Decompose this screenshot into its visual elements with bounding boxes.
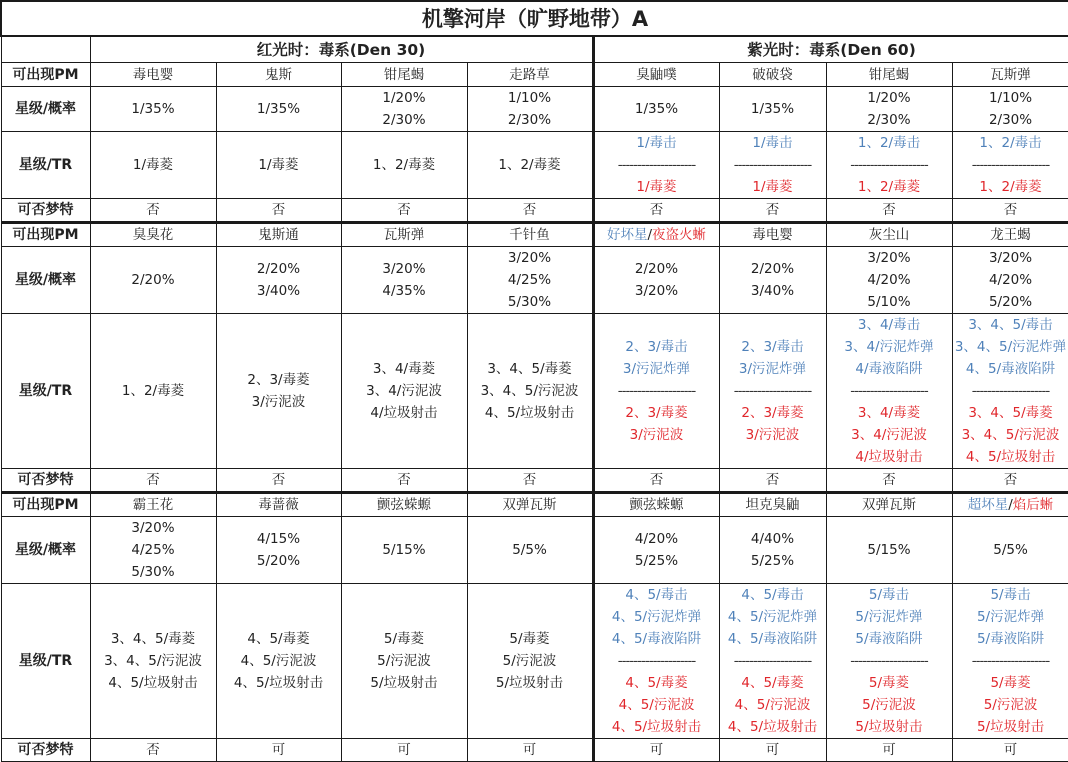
cell-line: 1/20% (382, 90, 426, 106)
cell-pm: 坦克臭鼬 (719, 493, 826, 517)
cell-dream: 否 (467, 469, 593, 493)
cell-pm: 灰尘山 (826, 223, 952, 247)
cell-line: 4/25% (507, 272, 552, 288)
cell-line: 3/20% (634, 283, 679, 299)
cell-line: 4、5/污泥炸弹 (611, 609, 702, 625)
purple-light-header: 紫光时：毒系(Den 60) (593, 36, 1068, 63)
cell-tr (826, 132, 952, 199)
cell-pm: 毒电婴 (719, 223, 826, 247)
row-label-dream: 可否梦特 (1, 739, 90, 762)
row-label-pm: 可出现PM (1, 493, 90, 517)
cell-line: 4/15% (256, 531, 301, 547)
cell-rate (90, 247, 216, 314)
cell-line: 3/污泥波 (745, 427, 800, 443)
cell-line: 5/15% (382, 542, 426, 558)
cell-line: 4、5/污泥波 (618, 697, 695, 713)
cell-line: 1/35% (256, 101, 301, 117)
cell-pm: 臭臭花 (90, 223, 216, 247)
cell-line: 4/20% (988, 272, 1033, 288)
cell-pm: 瓦斯弹 (952, 63, 1068, 87)
pm-separator: / (1008, 497, 1013, 513)
cell-pm: 毒蔷薇 (216, 493, 341, 517)
cell-tr (952, 314, 1068, 469)
cell-dream: 否 (341, 199, 467, 223)
cell-rate (593, 247, 719, 314)
cell-line: 5/5% (512, 542, 547, 558)
cell-tr (90, 132, 216, 199)
cell-line: 5/污泥波 (862, 697, 916, 713)
cell-line: 2、3/毒菱 (625, 405, 688, 421)
cell-tr (952, 584, 1068, 739)
cell-tr (467, 132, 593, 199)
cell-line: 3、4、5/毒菱 (968, 405, 1053, 421)
pm-separator: / (647, 227, 653, 243)
cell-line: 4/20% (867, 272, 911, 288)
cell-dream: 可 (593, 739, 719, 762)
cell-line: 4、5/垃圾射击 (484, 405, 575, 421)
cell-rate (90, 517, 216, 584)
pm-name-red: 夜盗火蜥 (652, 227, 707, 243)
cell-line: 4/垃圾射击 (855, 449, 923, 465)
row-label-rate: 星级/概率 (1, 517, 90, 584)
cell-pm: 颤弦蝾螈 (341, 493, 467, 517)
cell-line: 1/毒击 (636, 135, 677, 151)
cell-rate (952, 517, 1068, 584)
cell-line: 3/20% (867, 250, 911, 266)
cell-line: 2、3/毒击 (625, 339, 688, 355)
table-row (1, 469, 1068, 493)
cell-dream: 否 (719, 199, 826, 223)
cell-line: 4/20% (634, 531, 679, 547)
cell-line: 4、5/污泥波 (240, 653, 317, 669)
cell-rate (952, 87, 1068, 132)
cell-line: 5/毒击 (868, 587, 910, 603)
cell-dream: 否 (90, 739, 216, 762)
cell-line: 1、2/毒菱 (857, 179, 921, 195)
cell-tr (593, 132, 719, 199)
cell-dream: 否 (341, 469, 467, 493)
cell-tr (719, 314, 826, 469)
cell-pm (952, 493, 1068, 517)
cell-rate (341, 517, 467, 584)
cell-line: 4、5/垃圾射击 (965, 449, 1056, 465)
cell-dream: 可 (216, 739, 341, 762)
cell-tr (90, 314, 216, 469)
dash-separator: -------------------- (971, 157, 1050, 173)
cell-line: 5/垃圾射击 (976, 719, 1045, 735)
cell-line: 5/污泥波 (502, 653, 557, 669)
row-label-tr: 星级/TR (1, 314, 90, 469)
cell-rate (826, 517, 952, 584)
cell-tr (90, 584, 216, 739)
cell-rate (719, 517, 826, 584)
cell-line: 5/5% (993, 542, 1028, 558)
cell-line: 5/毒菱 (509, 631, 550, 647)
dash-separator: -------------------- (850, 383, 928, 399)
cell-line: 5/毒液陷阱 (976, 631, 1045, 647)
cell-dream: 否 (467, 199, 593, 223)
cell-line: 4、5/垃圾射击 (611, 719, 702, 735)
cell-line: 3、4/污泥波 (851, 427, 927, 443)
cell-tr (341, 132, 467, 199)
cell-line: 3、4、5/污泥波 (480, 383, 579, 399)
cell-line: 1/10% (507, 90, 552, 106)
cell-line: 1、2/毒击 (857, 135, 921, 151)
cell-line: 5/25% (750, 553, 795, 569)
cell-tr (467, 584, 593, 739)
cell-line: 4、5/垃圾射击 (108, 675, 198, 691)
cell-line: 2/30% (867, 112, 911, 128)
cell-line: 2/30% (988, 112, 1033, 128)
cell-line: 4、5/毒菱 (625, 675, 688, 691)
cell-line: 4、5/毒击 (625, 587, 688, 603)
cell-tr (719, 584, 826, 739)
cell-line: 3、4、5/污泥波 (104, 653, 202, 669)
cell-line: 3、4、5/毒击 (968, 317, 1053, 333)
cell-line: 3/污泥波 (629, 427, 684, 443)
row-label-dream: 可否梦特 (1, 469, 90, 493)
cell-pm: 毒电婴 (90, 63, 216, 87)
cell-line: 3/20% (382, 261, 426, 277)
cell-line: 5/污泥炸弹 (976, 609, 1045, 625)
table-row (1, 199, 1068, 223)
cell-line: 2/20% (750, 261, 795, 277)
cell-line: 4、5/毒液陷阱 (727, 631, 818, 647)
table-row (1, 493, 1068, 517)
cell-line: 4/毒液陷阱 (855, 361, 923, 377)
cell-rate (341, 247, 467, 314)
row-label-tr: 星级/TR (1, 584, 90, 739)
cell-tr (826, 584, 952, 739)
row-label-rate: 星级/概率 (1, 87, 90, 132)
cell-line: 1/35% (750, 101, 795, 117)
row-label-dream: 可否梦特 (1, 199, 90, 223)
cell-line: 3、4、5/污泥炸弹 (954, 339, 1067, 355)
cell-rate (826, 87, 952, 132)
cell-line: 1/毒菱 (132, 157, 174, 173)
cell-line: 4/40% (750, 531, 795, 547)
header-corner (1, 36, 90, 63)
cell-line: 4、5/毒击 (741, 587, 804, 603)
row-label-pm: 可出现PM (1, 63, 90, 87)
cell-line: 1、2/毒菱 (372, 157, 436, 173)
cell-line: 5/垃圾射击 (370, 675, 438, 691)
row-label-rate: 星级/概率 (1, 247, 90, 314)
cell-rate (467, 247, 593, 314)
cell-pm: 双弹瓦斯 (826, 493, 952, 517)
cell-line: 3/20% (507, 250, 552, 266)
cell-dream: 否 (826, 469, 952, 493)
cell-line: 5/毒击 (990, 587, 1031, 603)
cell-line: 5/30% (131, 564, 175, 580)
row-label-tr: 星级/TR (1, 132, 90, 199)
cell-line: 2/20% (256, 261, 301, 277)
cell-line: 3、4/污泥炸弹 (844, 339, 934, 355)
cell-line: 5/污泥炸弹 (855, 609, 923, 625)
cell-line: 3、4、5/毒菱 (110, 631, 196, 647)
cell-rate (467, 517, 593, 584)
cell-line: 3/20% (988, 250, 1033, 266)
table-row (1, 63, 1068, 87)
cell-pm: 走路草 (467, 63, 593, 87)
cell-line: 3、4/污泥波 (366, 383, 442, 399)
cell-rate (90, 87, 216, 132)
table-row (1, 247, 1068, 314)
cell-rate (341, 87, 467, 132)
cell-pm: 龙王蝎 (952, 223, 1068, 247)
cell-line: 1/毒菱 (636, 179, 677, 195)
cell-line: 5/毒菱 (990, 675, 1031, 691)
cell-line: 4、5/污泥炸弹 (727, 609, 818, 625)
pm-name-blue: 超坏星 (967, 497, 1009, 513)
dash-separator: -------------------- (850, 653, 928, 669)
red-light-header: 红光时：毒系(Den 30) (90, 36, 593, 63)
cell-tr (216, 314, 341, 469)
cell-rate (952, 247, 1068, 314)
dash-separator: -------------------- (617, 157, 696, 173)
cell-line: 2、3/毒菱 (247, 372, 310, 388)
cell-pm: 霸王花 (90, 493, 216, 517)
row-label-pm: 可出现PM (1, 223, 90, 247)
cell-line: 5/污泥波 (983, 697, 1038, 713)
pm-name-red: 焰后蜥 (1012, 497, 1054, 513)
cell-line: 2/20% (634, 261, 679, 277)
pm-name-blue: 好坏星 (606, 227, 648, 243)
cell-pm (593, 223, 719, 247)
dash-separator: -------------------- (617, 383, 696, 399)
cell-line: 3、4、5/毒菱 (487, 361, 572, 377)
table-row (1, 223, 1068, 247)
cell-dream: 否 (216, 199, 341, 223)
table-row (1, 132, 1068, 199)
cell-line: 1/毒菱 (752, 179, 793, 195)
cell-line: 1/毒菱 (258, 157, 299, 173)
cell-tr (467, 314, 593, 469)
cell-line: 5/25% (634, 553, 679, 569)
cell-rate (216, 247, 341, 314)
cell-line: 1、2/毒菱 (121, 383, 185, 399)
cell-pm: 鬼斯 (216, 63, 341, 87)
cell-line: 5/20% (256, 553, 301, 569)
cell-dream: 否 (826, 199, 952, 223)
cell-line: 3/40% (256, 283, 301, 299)
cell-line: 5/30% (507, 294, 552, 310)
cell-line: 3/20% (131, 520, 175, 536)
cell-line: 4、5/毒液陷阱 (965, 361, 1056, 377)
cell-line: 1/35% (131, 101, 175, 117)
cell-dream: 否 (216, 469, 341, 493)
cell-line: 1/10% (988, 90, 1033, 106)
cell-dream: 否 (952, 199, 1068, 223)
cell-line: 2、3/毒击 (741, 339, 804, 355)
cell-dream: 否 (719, 469, 826, 493)
cell-dream: 可 (719, 739, 826, 762)
cell-line: 2、3/毒菱 (741, 405, 804, 421)
cell-line: 5/污泥波 (377, 653, 431, 669)
cell-line: 5/毒液陷阱 (855, 631, 923, 647)
cell-pm: 颤弦蝾螈 (593, 493, 719, 517)
dash-separator: -------------------- (733, 653, 812, 669)
dash-separator: -------------------- (971, 383, 1050, 399)
cell-line: 5/毒菱 (383, 631, 425, 647)
cell-line: 4、5/垃圾射击 (727, 719, 818, 735)
cell-dream: 否 (90, 469, 216, 493)
cell-line: 5/10% (867, 294, 911, 310)
dash-separator: -------------------- (733, 383, 812, 399)
cell-line: 3、4、5/污泥波 (961, 427, 1060, 443)
page-title: 机擎河岸（旷野地带）A (1, 1, 1068, 36)
cell-line: 3/污泥炸弹 (738, 361, 807, 377)
cell-tr (216, 584, 341, 739)
cell-rate (593, 517, 719, 584)
cell-pm: 鬼斯通 (216, 223, 341, 247)
dash-separator: -------------------- (850, 157, 928, 173)
cell-pm: 钳尾蝎 (826, 63, 952, 87)
dash-separator: -------------------- (733, 157, 812, 173)
cell-dream: 否 (593, 469, 719, 493)
cell-line: 2/20% (131, 272, 175, 288)
cell-rate (467, 87, 593, 132)
cell-line: 4、5/垃圾射击 (233, 675, 324, 691)
cell-dream: 否 (593, 199, 719, 223)
cell-line: 3/污泥波 (251, 394, 306, 410)
cell-line: 3、4/毒击 (857, 317, 921, 333)
cell-rate (593, 87, 719, 132)
cell-line: 3/污泥炸弹 (622, 361, 691, 377)
cell-rate (216, 517, 341, 584)
cell-tr (216, 132, 341, 199)
cell-rate (826, 247, 952, 314)
cell-line: 5/垃圾射击 (855, 719, 923, 735)
cell-dream: 否 (952, 469, 1068, 493)
table-row (1, 517, 1068, 584)
cell-dream: 否 (90, 199, 216, 223)
table-row (1, 87, 1068, 132)
cell-pm: 瓦斯弹 (341, 223, 467, 247)
cell-pm: 千针鱼 (467, 223, 593, 247)
cell-tr (593, 314, 719, 469)
cell-rate (719, 87, 826, 132)
cell-line: 5/20% (988, 294, 1033, 310)
cell-pm: 双弹瓦斯 (467, 493, 593, 517)
cell-line: 4/25% (131, 542, 175, 558)
cell-line: 2/30% (382, 112, 426, 128)
table-row (1, 584, 1068, 739)
cell-line: 5/15% (867, 542, 911, 558)
cell-line: 4、5/毒菱 (741, 675, 804, 691)
cell-line: 1、2/毒菱 (979, 179, 1042, 195)
cell-line: 5/垃圾射击 (495, 675, 564, 691)
cell-dream: 可 (826, 739, 952, 762)
cell-tr (341, 584, 467, 739)
cell-pm: 臭鼬噗 (593, 63, 719, 87)
cell-line: 1、2/毒击 (979, 135, 1042, 151)
dash-separator: -------------------- (617, 653, 696, 669)
cell-rate (216, 87, 341, 132)
cell-line: 2/30% (507, 112, 552, 128)
cell-dream: 可 (952, 739, 1068, 762)
table-row (1, 739, 1068, 762)
dash-separator: -------------------- (971, 653, 1050, 669)
cell-pm: 钳尾蝎 (341, 63, 467, 87)
cell-tr (952, 132, 1068, 199)
cell-line: 1、2/毒菱 (498, 157, 561, 173)
cell-line: 3、4/毒菱 (372, 361, 436, 377)
cell-tr (341, 314, 467, 469)
table-row (1, 314, 1068, 469)
cell-line: 1/毒击 (752, 135, 793, 151)
cell-line: 4、5/毒菱 (247, 631, 310, 647)
cell-line: 1/20% (867, 90, 911, 106)
cell-dream: 可 (341, 739, 467, 762)
cell-pm: 破破袋 (719, 63, 826, 87)
cell-line: 4、5/污泥波 (734, 697, 811, 713)
cell-line: 5/毒菱 (868, 675, 910, 691)
cell-line: 4、5/毒液陷阱 (611, 631, 702, 647)
cell-dream: 可 (467, 739, 593, 762)
cell-tr (826, 314, 952, 469)
cell-line: 3、4/毒菱 (857, 405, 921, 421)
cell-tr (593, 584, 719, 739)
cell-tr (719, 132, 826, 199)
cell-rate (719, 247, 826, 314)
cell-line: 4/垃圾射击 (370, 405, 438, 421)
cell-line: 3/40% (750, 283, 795, 299)
cell-line: 4/35% (382, 283, 426, 299)
cell-line: 1/35% (634, 101, 679, 117)
